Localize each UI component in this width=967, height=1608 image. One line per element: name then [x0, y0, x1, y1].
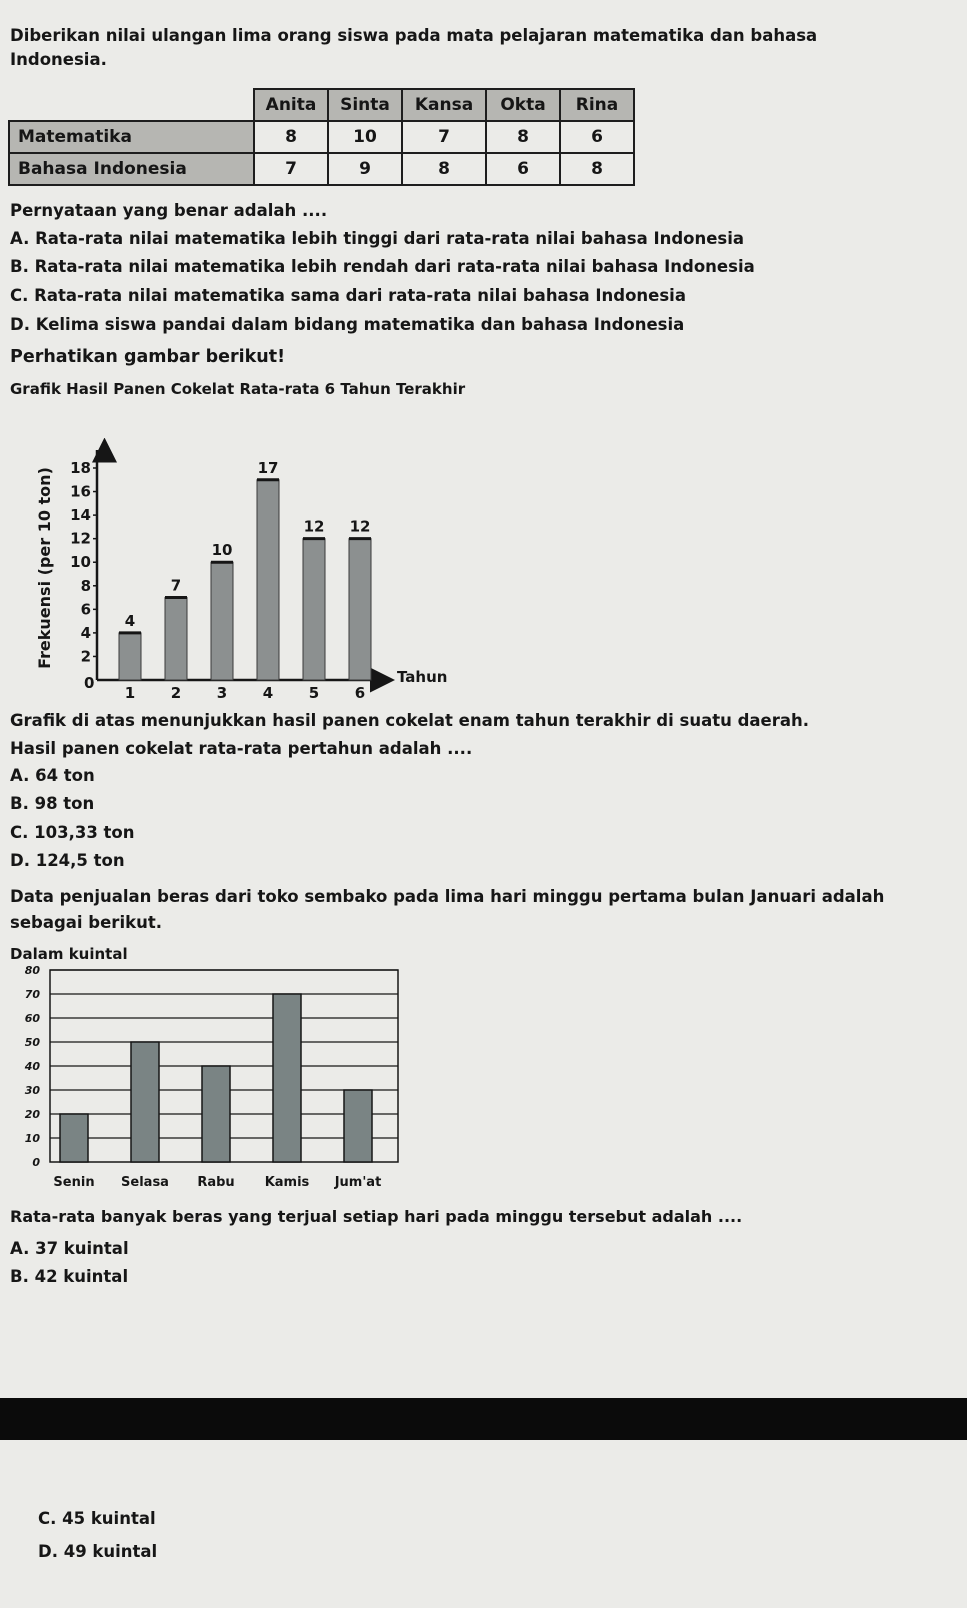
- table-cell: 10: [328, 121, 402, 153]
- chart2-ytick-label: 10: [24, 1132, 40, 1145]
- q1-intro: Diberikan nilai ulangan lima orang siswa pada mata pelajaran matematika dan bahasa Indonesia.: [10, 26, 818, 69]
- chart2-bar: [60, 1114, 88, 1162]
- chart2-xtick-label: Rabu: [197, 1175, 235, 1190]
- chart2-xtick-label: Jum'at: [334, 1175, 382, 1190]
- chart1-xtick-label: 1: [124, 684, 136, 702]
- chart1-ylabel: Frekuensi (per 10 ton): [35, 467, 54, 669]
- table-cell: 8: [486, 121, 560, 153]
- table-cell: 8: [402, 153, 486, 185]
- chart1-xlabel: Tahun: [397, 668, 448, 686]
- score-table-header: Anita: [254, 89, 328, 121]
- chart2-ytick-label: 70: [24, 988, 40, 1001]
- chart1-ytick-label: 4: [80, 623, 91, 642]
- chart1-ytick-label: 10: [70, 553, 91, 572]
- chart2-bar: [202, 1066, 230, 1162]
- chart1-data-label: 7: [170, 576, 182, 595]
- row-subject: Bahasa Indonesia: [9, 153, 254, 185]
- q3-option-a[interactable]: A. 37 kuintal: [10, 1239, 129, 1258]
- chart2-ytick-label: 40: [24, 1060, 40, 1073]
- q2-option-a[interactable]: A. 64 ton: [10, 766, 95, 785]
- chart1-bar: [257, 480, 279, 680]
- q2-instruction: Perhatikan gambar berikut!: [10, 347, 286, 367]
- table-cell: 6: [486, 153, 560, 185]
- chart2-ytick-label: 30: [24, 1084, 40, 1097]
- chart1-data-label: 17: [257, 458, 279, 477]
- chart1-ytick-label: 2: [80, 647, 91, 666]
- chart2-ytick-label: 50: [24, 1036, 40, 1049]
- q2-option-b[interactable]: B. 98 ton: [10, 794, 95, 813]
- chart2-ytick-label: 80: [24, 964, 40, 977]
- table-cell: 6: [560, 121, 634, 153]
- q3-option-d[interactable]: D. 49 kuintal: [38, 1542, 158, 1561]
- score-table-header: Rina: [560, 89, 634, 121]
- table-cell: 7: [254, 153, 328, 185]
- chart1-data-label: 4: [124, 611, 136, 630]
- chart2-unit-label: Dalam kuintal: [10, 945, 128, 963]
- chart1-ytick-label: 8: [80, 576, 91, 595]
- score-table-header: Kansa: [402, 89, 486, 121]
- q3-option-b[interactable]: B. 42 kuintal: [10, 1267, 129, 1286]
- chart1-data-label: 10: [211, 541, 233, 560]
- chart1-ytick-label: 14: [70, 506, 91, 525]
- table-cell: 9: [328, 153, 402, 185]
- q2-option-c[interactable]: C. 103,33 ton: [10, 823, 135, 842]
- chart1-title: Grafik Hasil Panen Cokelat Rata-rata 6 Tahun Terakhir: [10, 380, 466, 398]
- score-table-header: Okta: [486, 89, 560, 121]
- chart2-bar: [131, 1042, 159, 1162]
- table-row: [9, 153, 634, 185]
- score-table-header: Sinta: [328, 89, 402, 121]
- chart1-ytick-label: 6: [80, 600, 91, 619]
- chart2-xtick-label: Selasa: [121, 1175, 169, 1190]
- q3-intro: Data penjualan beras dari toko sembako pada lima hari minggu pertama bulan Januari adalah sebagai berikut.: [10, 887, 885, 932]
- chart1-data-label: 12: [349, 517, 371, 536]
- table-cell: 8: [560, 153, 634, 185]
- chart1-bar: [349, 539, 371, 680]
- chart2-ytick-label: 60: [24, 1012, 40, 1025]
- score-table-header-row: [9, 89, 634, 121]
- chart1-xtick-label: 6: [354, 684, 366, 702]
- table-cell: 8: [254, 121, 328, 153]
- q2-question-line2: Hasil panen cokelat rata-rata pertahun adalah ....: [10, 739, 473, 758]
- chart1-bar: [119, 633, 141, 680]
- chart2-bar: [344, 1090, 372, 1162]
- q3-option-c[interactable]: C. 45 kuintal: [38, 1509, 156, 1528]
- chart1-xtick-label: 5: [308, 684, 320, 702]
- chart2-ytick-label: 0: [32, 1156, 40, 1169]
- chart2-bar: [273, 994, 301, 1162]
- chart2-xtick-label: Kamis: [264, 1175, 310, 1190]
- score-table: [8, 88, 635, 186]
- q1-question: Pernyataan yang benar adalah ....: [10, 201, 328, 220]
- q2-question-line1: Grafik di atas menunjukkan hasil panen cokelat enam tahun terakhir di suatu daerah.: [10, 711, 810, 730]
- chart1-data-label: 12: [303, 517, 325, 536]
- chart1-cocoa-harvest: [22, 438, 462, 703]
- chart1-bar: [211, 562, 233, 680]
- chart1-xtick-label: 4: [262, 684, 274, 702]
- chart1-bar: [165, 598, 187, 680]
- chart1-xtick-label: 3: [216, 684, 228, 702]
- chart1-ytick-label: 18: [70, 459, 91, 477]
- q1-option-a[interactable]: A. Rata-rata nilai matematika lebih tinggi dari rata-rata nilai bahasa Indonesia: [10, 229, 745, 248]
- row-subject: Matematika: [9, 121, 254, 153]
- q1-option-d[interactable]: D. Kelima siswa pandai dalam bidang matematika dan bahasa Indonesia: [10, 315, 685, 334]
- q1-option-c[interactable]: C. Rata-rata nilai matematika sama dari rata-rata nilai bahasa Indonesia: [10, 286, 686, 305]
- q3-question: Rata-rata banyak beras yang terjual setiap hari pada minggu tersebut adalah ....: [10, 1207, 743, 1226]
- chart2-xtick-label: Senin: [53, 1175, 95, 1190]
- chart1-origin-label: 0: [84, 674, 95, 692]
- q2-option-d[interactable]: D. 124,5 ton: [10, 851, 125, 870]
- chart2-ytick-label: 20: [24, 1108, 40, 1121]
- q1-option-b[interactable]: B. Rata-rata nilai matematika lebih rendah dari rata-rata nilai bahasa Indonesia: [10, 257, 755, 276]
- table-cell: 7: [402, 121, 486, 153]
- chart2-rice-sales: [10, 962, 410, 1192]
- chart1-bar: [303, 539, 325, 680]
- dark-divider-band: [0, 1398, 967, 1440]
- chart1-xtick-label: 2: [170, 684, 182, 702]
- chart1-ytick-label: 16: [70, 482, 91, 501]
- chart1-ytick-label: 12: [70, 529, 91, 548]
- score-table-corner: [9, 89, 254, 121]
- table-row: [9, 121, 634, 153]
